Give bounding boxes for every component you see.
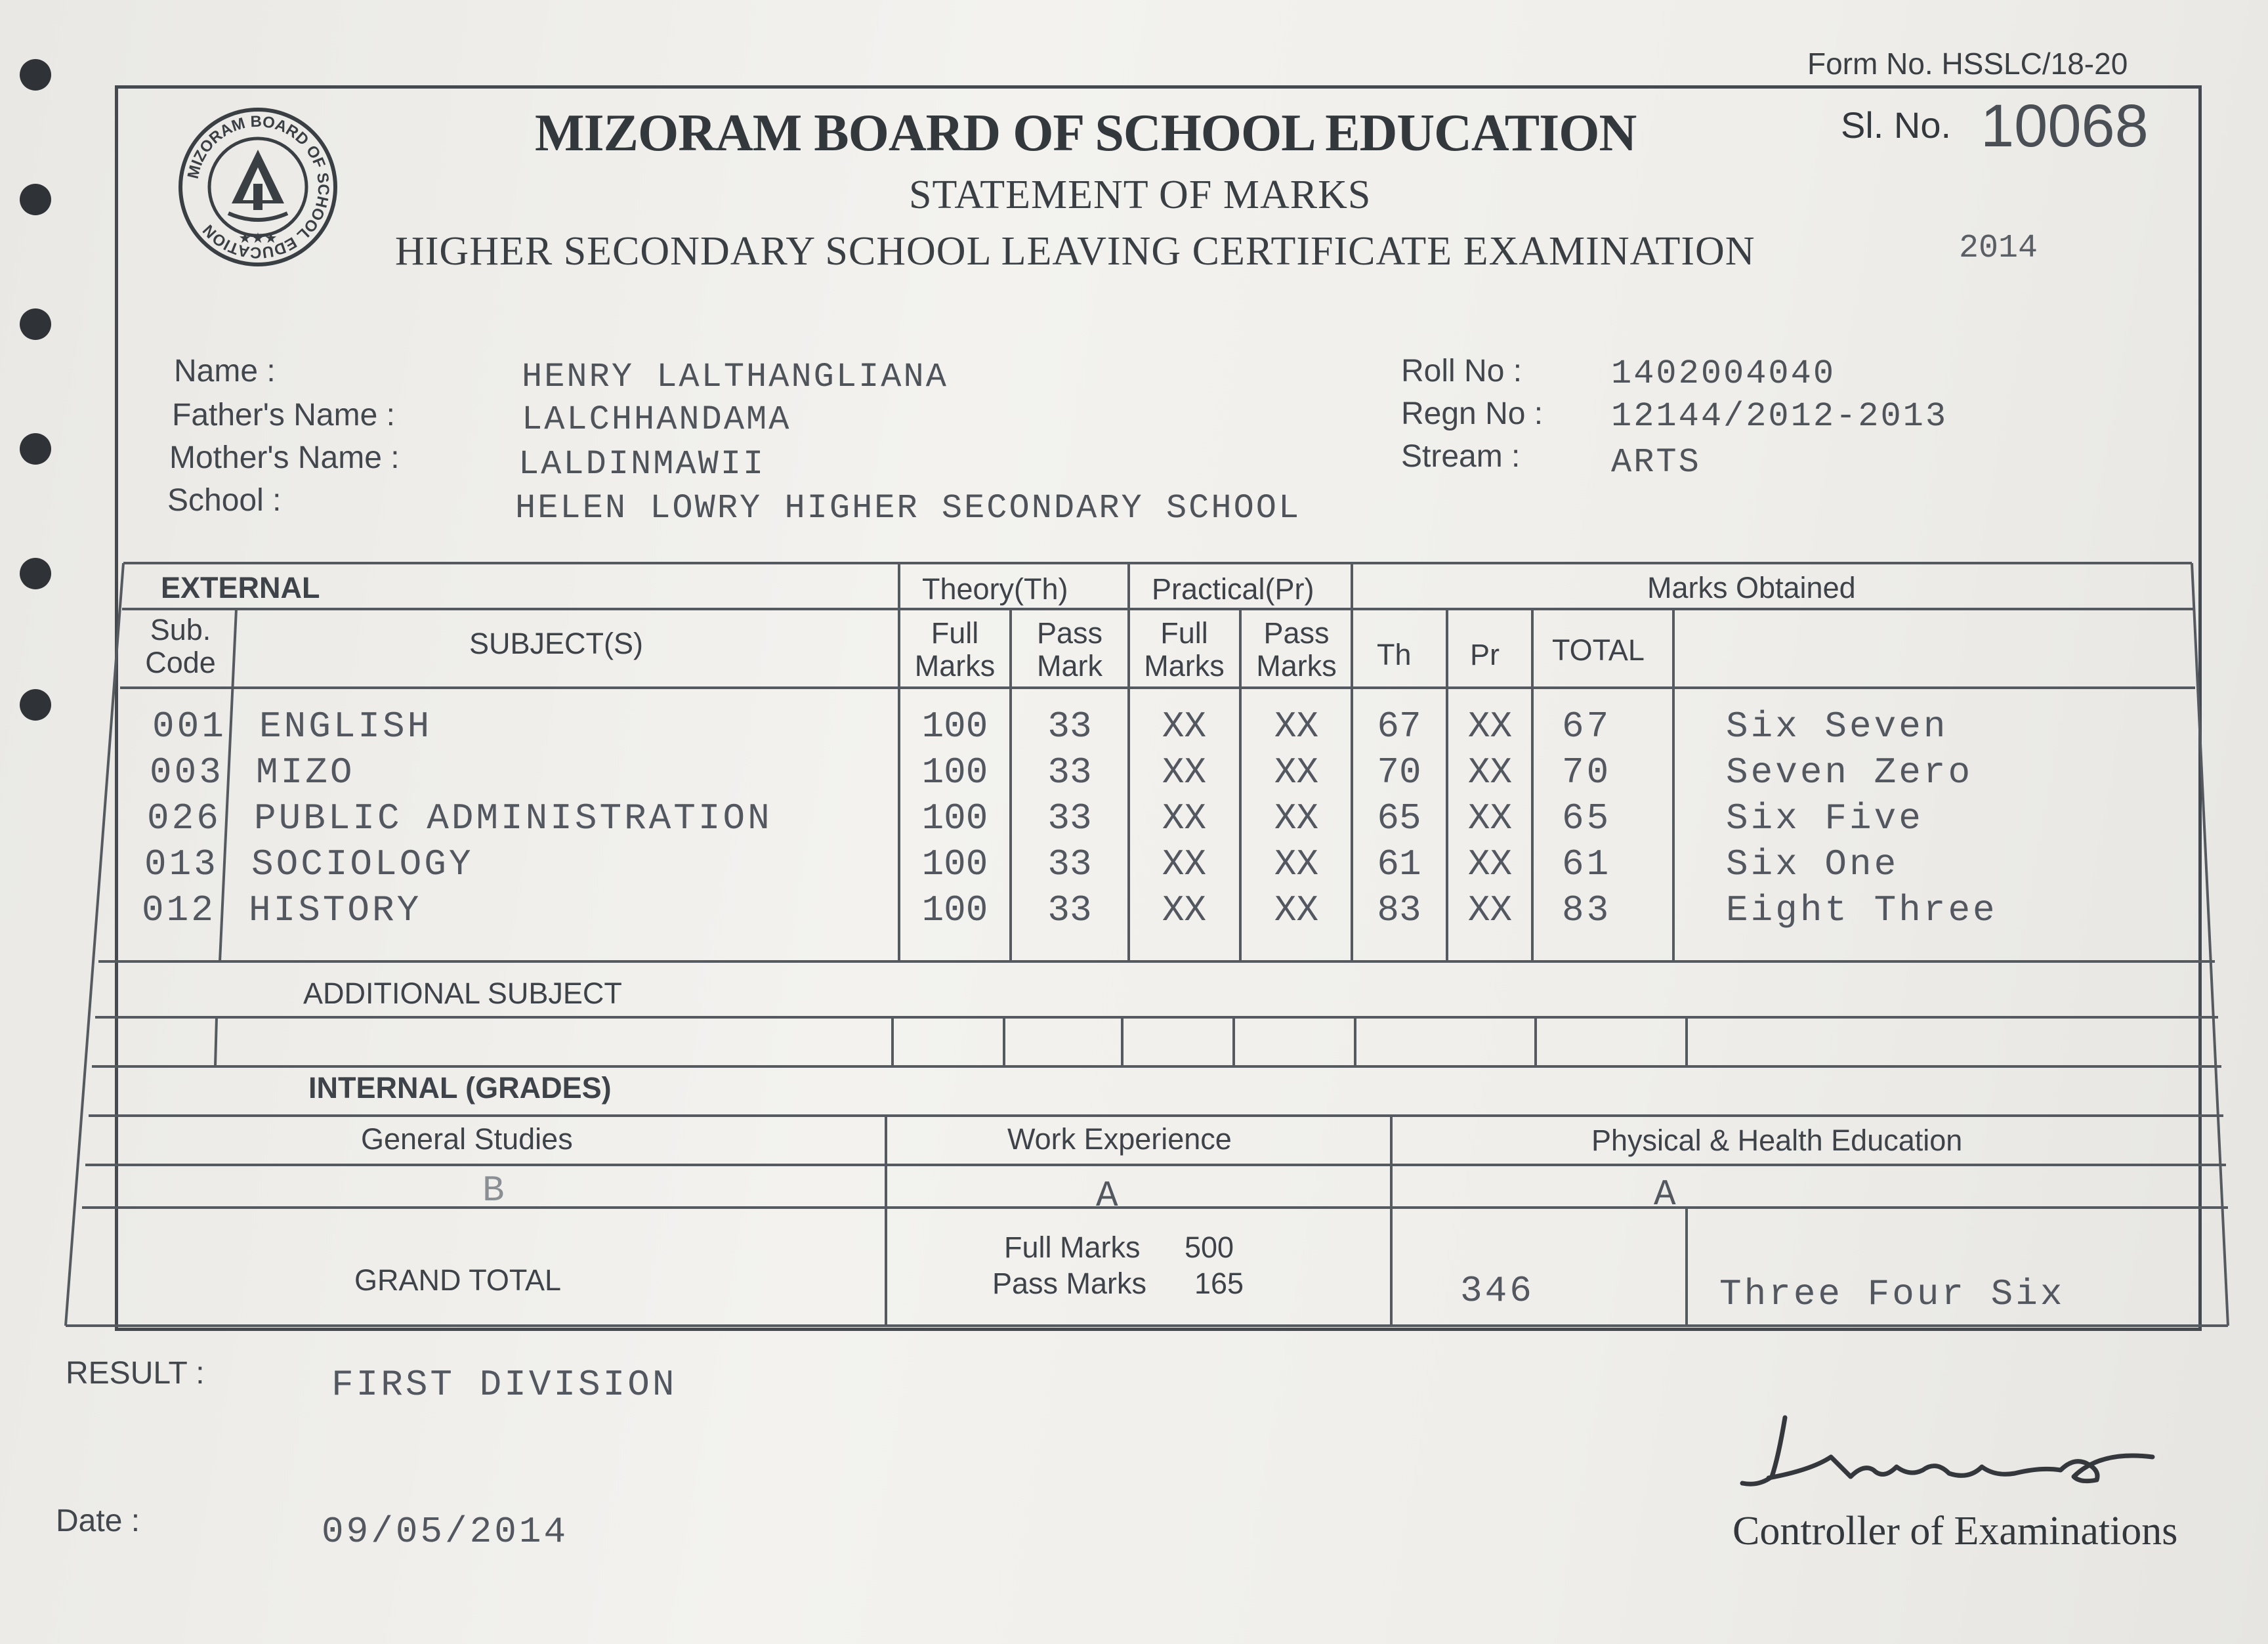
- practical-full-marks-header: Full Marks: [1144, 616, 1225, 683]
- practical-full-marks: XX: [1162, 751, 1207, 793]
- father-name-label: Father's Name :: [172, 398, 395, 432]
- additional-subject-label: ADDITIONAL SUBJECT: [303, 977, 622, 1010]
- subject-total: 70: [1562, 751, 1612, 793]
- practical-full-marks: XX: [1162, 797, 1207, 839]
- full-marks-label: Full Marks: [1004, 1231, 1141, 1264]
- practical-obtained: XX: [1467, 797, 1513, 839]
- roll-number-label: Roll No :: [1401, 354, 1522, 389]
- theory-obtained: 65: [1377, 797, 1421, 839]
- practical-obtained: XX: [1467, 889, 1513, 931]
- phe-label: Physical & Health Education: [1591, 1124, 1963, 1157]
- exam-title: HIGHER SECONDARY SCHOOL LEAVING CERTIFICATE EXAMINATION: [395, 229, 1755, 274]
- practical-full-marks: XX: [1162, 843, 1207, 885]
- grand-total-words: Three Four Six: [1719, 1273, 2065, 1315]
- total-in-words: Six Seven: [1726, 706, 1948, 748]
- candidate-name: HENRY LALTHANGLIANA: [522, 358, 948, 396]
- th-header: Th: [1377, 638, 1412, 671]
- result-label: RESULT :: [66, 1356, 205, 1391]
- theory-full-marks: 100: [921, 797, 988, 839]
- external-header: EXTERNAL: [161, 571, 320, 604]
- subject-code: 013: [144, 843, 219, 885]
- exam-year: 2014: [1959, 230, 2038, 267]
- theory-full-marks: 100: [921, 889, 988, 931]
- practical-pass-marks-header: Pass Marks: [1256, 616, 1337, 683]
- practical-pass-marks: XX: [1274, 706, 1319, 748]
- date-value: 09/05/2014: [322, 1511, 569, 1553]
- father-name: LALCHHANDAMA: [522, 400, 791, 439]
- stream: ARTS: [1611, 443, 1701, 482]
- controller-signature: [1732, 1404, 2179, 1503]
- subject-code: 026: [147, 797, 221, 839]
- subject-name: MIZO: [256, 751, 355, 793]
- subject-code: 003: [150, 751, 224, 793]
- theory-pass-mark: 33: [1047, 843, 1092, 885]
- subject-total: 65: [1562, 797, 1612, 839]
- practical-pass-marks: XX: [1274, 889, 1319, 931]
- subject-name: ENGLISH: [259, 706, 432, 748]
- sub-code-header: Sub. Code: [145, 613, 216, 679]
- theory-obtained: 83: [1377, 889, 1421, 931]
- grand-total-value: 346: [1460, 1270, 1534, 1312]
- practical-pass-marks: XX: [1274, 843, 1319, 885]
- subject-name: SOCIOLOGY: [251, 843, 474, 885]
- subject-code: 001: [152, 706, 226, 748]
- practical-full-marks: XX: [1162, 706, 1207, 748]
- registration-number: 12144/2012-2013: [1611, 397, 1948, 436]
- general-studies-label: General Studies: [361, 1122, 573, 1156]
- subject-total: 61: [1562, 843, 1612, 885]
- practical-obtained: XX: [1467, 706, 1513, 748]
- total-in-words: Eight Three: [1726, 889, 1998, 931]
- theory-full-marks-header: Full Marks: [914, 616, 996, 683]
- serial-number: 10068: [1981, 93, 2149, 159]
- internal-grades-label: INTERNAL (GRADES): [308, 1071, 612, 1105]
- statement-title: STATEMENT OF MARKS: [909, 173, 1372, 217]
- pass-marks-label: Pass Marks: [992, 1267, 1147, 1300]
- school-name: HELEN LOWRY HIGHER SECONDARY SCHOOL: [515, 489, 1301, 528]
- name-label: Name :: [174, 354, 276, 389]
- theory-pass-mark: 33: [1047, 751, 1092, 793]
- theory-obtained: 67: [1377, 706, 1421, 748]
- full-marks-value: 500: [1185, 1231, 1234, 1264]
- theory-full-marks: 100: [921, 843, 988, 885]
- theory-pass-mark: 33: [1047, 889, 1092, 931]
- theory-pass-mark: 33: [1047, 706, 1092, 748]
- board-name: MIZORAM BOARD OF SCHOOL EDUCATION: [535, 104, 1637, 162]
- registration-number-label: Regn No :: [1401, 396, 1544, 431]
- controller-of-examinations: Controller of Examinations: [1732, 1509, 2178, 1553]
- theory-pass-mark-header: Pass Mark: [1036, 616, 1103, 683]
- subject-total: 67: [1562, 706, 1612, 748]
- serial-number-label: Sl. No.: [1841, 104, 1952, 146]
- roll-number: 1402004040: [1611, 354, 1836, 393]
- result-value: FIRST DIVISION: [331, 1364, 677, 1406]
- subject-code: 012: [142, 889, 216, 931]
- work-experience-label: Work Experience: [1007, 1122, 1232, 1156]
- subject-total: 83: [1562, 889, 1612, 931]
- svg-text:★★★: ★★★: [238, 230, 278, 247]
- theory-full-marks: 100: [921, 751, 988, 793]
- subject-name: PUBLIC ADMINISTRATION: [254, 797, 772, 839]
- subjects-header: SUBJECT(S): [469, 627, 644, 660]
- practical-pass-marks: XX: [1274, 751, 1319, 793]
- general-studies-grade: B: [482, 1170, 507, 1212]
- marks-obtained-header: Marks Obtained: [1647, 571, 1856, 604]
- subject-name: HISTORY: [249, 889, 422, 931]
- seal-text: MIZORAM BOARD OF SCHOOL EDUCATION: [184, 112, 333, 262]
- practical-pass-marks: XX: [1274, 797, 1319, 839]
- theory-full-marks: 100: [921, 706, 988, 748]
- practical-header: Practical(Pr): [1152, 572, 1314, 606]
- stream-label: Stream :: [1401, 439, 1521, 474]
- practical-full-marks: XX: [1162, 889, 1207, 931]
- total-in-words: Six One: [1726, 843, 1899, 885]
- work-experience-grade: A: [1096, 1175, 1121, 1217]
- grand-total-label: GRAND TOTAL: [354, 1263, 562, 1297]
- theory-header: Theory(Th): [922, 572, 1068, 606]
- theory-obtained: 70: [1377, 751, 1421, 793]
- practical-obtained: XX: [1467, 843, 1513, 885]
- practical-obtained: XX: [1467, 751, 1513, 793]
- date-label: Date :: [56, 1504, 140, 1538]
- mother-name-label: Mother's Name :: [169, 440, 400, 475]
- phe-grade: A: [1654, 1173, 1679, 1215]
- total-header: TOTAL: [1552, 633, 1645, 667]
- theory-obtained: 61: [1377, 843, 1421, 885]
- total-in-words: Seven Zero: [1726, 751, 1973, 793]
- theory-pass-mark: 33: [1047, 797, 1092, 839]
- total-in-words: Six Five: [1726, 797, 1923, 839]
- mother-name: LALDINMAWII: [518, 445, 766, 484]
- form-number: Form No. HSSLC/18-20: [1807, 47, 2128, 81]
- pass-marks-value: 165: [1194, 1267, 1244, 1300]
- pr-header: Pr: [1470, 638, 1500, 671]
- school-label: School :: [167, 483, 282, 518]
